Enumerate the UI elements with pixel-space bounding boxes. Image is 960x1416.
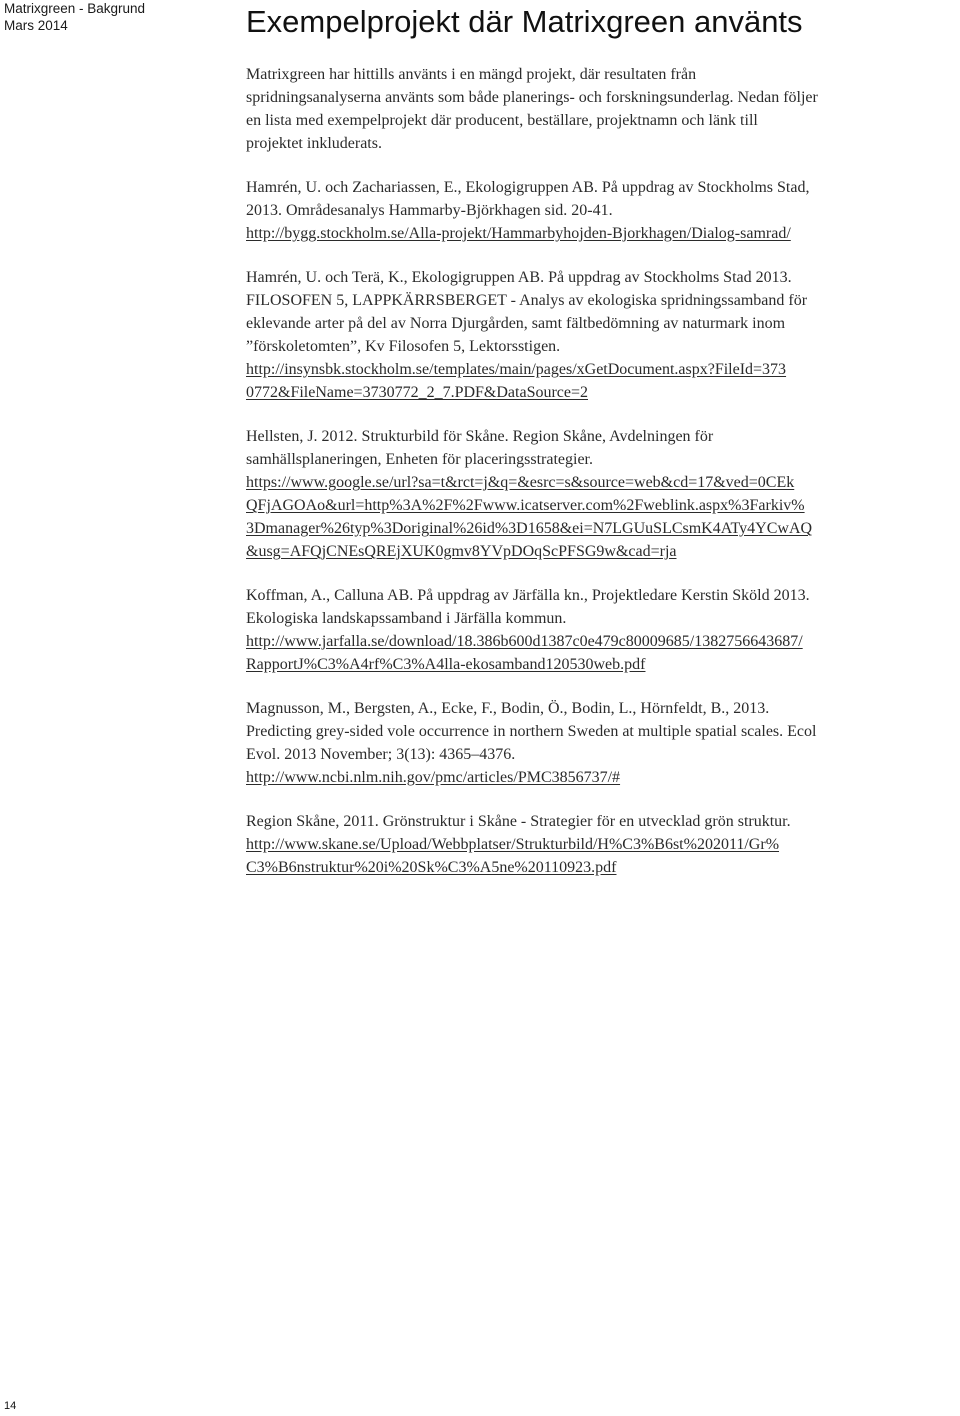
reference-text-line: Hamrén, U. och Zachariassen, E., Ekologigruppen AB. På uppdrag av Stockholms Stad,: [246, 179, 810, 196]
reference-entry: [246, 584, 954, 676]
reference-text-line: Magnusson, M., Bergsten, A., Ecke, F., Bodin, Ö., Bodin, L., Hörnfeldt, B., 2013.: [246, 700, 770, 717]
document-title: Matrixgreen - Bakgrund: [4, 1, 146, 16]
reference-link[interactable]: http://www.jarfalla.se/download/18.386b600d1387c0e479c80009685/1382756643687/: [246, 633, 803, 650]
reference-link[interactable]: 0772&FileName=3730772_2_7.PDF&DataSource=2: [246, 384, 589, 401]
reference-link[interactable]: http://www.ncbi.nlm.nih.gov/pmc/articles/PMC3856737/#: [246, 769, 621, 786]
main-content: [246, 63, 954, 900]
reference-link[interactable]: 3Dmanager%26typ%3Doriginal%26id%3D1658&ei=N7LGUuSLCsmK4ATy4YCwAQ: [246, 520, 813, 537]
reference-link[interactable]: https://www.google.se/url?sa=t&rct=j&q=&esrc=s&source=web&cd=17&ved=0CEk: [246, 474, 795, 491]
page-title: Exempelprojekt där Matrixgreen använts: [246, 4, 803, 39]
reference-entry: [246, 697, 954, 789]
page-header: [4, 0, 145, 34]
intro-paragraph: [246, 63, 954, 155]
reference-text-line: Evol. 2013 November; 3(13): 4365–4376.: [246, 746, 516, 763]
reference-text-line: Ekologiska landskapssamband i Järfälla kommun.: [246, 610, 567, 627]
document-date: Mars 2014: [4, 18, 68, 33]
reference-entry: [246, 266, 954, 404]
reference-entry: [246, 176, 954, 245]
reference-text-line: FILOSOFEN 5, LAPPKÄRRSBERGET - Analys av ekologiska spridningssamband för: [246, 292, 808, 309]
reference-text-line: eklevande arter på del av Norra Djurgården, samt fältbedömning av naturmark inom: [246, 315, 786, 332]
reference-text-line: Region Skåne, 2011. Grönstruktur i Skåne - Strategier för en utvecklad grön struktur.: [246, 813, 791, 830]
reference-text-line: 2013. Områdesanalys Hammarby-Björkhagen sid. 20-41.: [246, 202, 613, 219]
reference-link[interactable]: QFjAGOAo&url=http%3A%2F%2Fwww.icatserver.com%2Fweblink.aspx%3Farkiv%: [246, 497, 805, 514]
reference-link[interactable]: C3%B6nstruktur%20i%20Sk%C3%A5ne%20110923.pdf: [246, 859, 617, 876]
intro-line: Matrixgreen har hittills använts i en mängd projekt, där resultaten från: [246, 66, 697, 83]
reference-text-line: Predicting grey-sided vole occurrence in northern Sweden at multiple spatial scales. Ecol: [246, 723, 817, 740]
intro-line: en lista med exempelprojekt där producent, beställare, projektnamn och länk till: [246, 112, 758, 129]
reference-text-line: Hamrén, U. och Terä, K., Ekologigruppen AB. På uppdrag av Stockholms Stad 2013.: [246, 269, 792, 286]
reference-link[interactable]: &usg=AFQjCNEsQREjXUK0gmv8YVpDOqScPFSG9w&cad=rja: [246, 543, 677, 560]
reference-text-line: Hellsten, J. 2012. Strukturbild för Skåne. Region Skåne, Avdelningen för: [246, 428, 714, 445]
reference-text-line: samhällsplaneringen, Enheten för placeringsstrategier.: [246, 451, 593, 468]
reference-link[interactable]: http://bygg.stockholm.se/Alla-projekt/Hammarbyhojden-Bjorkhagen/Dialog-samrad/: [246, 225, 791, 242]
page-number: 14: [4, 1400, 17, 1412]
reference-link[interactable]: http://insynsbk.stockholm.se/templates/main/pages/xGetDocument.aspx?FileId=373: [246, 361, 787, 378]
reference-link[interactable]: http://www.skane.se/Upload/Webbplatser/Strukturbild/H%C3%B6st%202011/Gr%: [246, 836, 780, 853]
reference-entry: [246, 425, 954, 563]
reference-text-line: ”förskoletomten”, Kv Filosofen 5, Lektorsstigen.: [246, 338, 561, 355]
intro-line: spridningsanalyserna använts som både planerings- och forskningsunderlag. Nedan följer: [246, 89, 818, 106]
reference-entry: [246, 810, 954, 879]
reference-link[interactable]: RapportJ%C3%A4rf%C3%A4lla-ekosamband120530web.pdf: [246, 656, 646, 673]
reference-text-line: Koffman, A., Calluna AB. På uppdrag av Järfälla kn., Projektledare Kerstin Sköld 2013.: [246, 587, 810, 604]
intro-line: projektet inkluderats.: [246, 135, 382, 152]
